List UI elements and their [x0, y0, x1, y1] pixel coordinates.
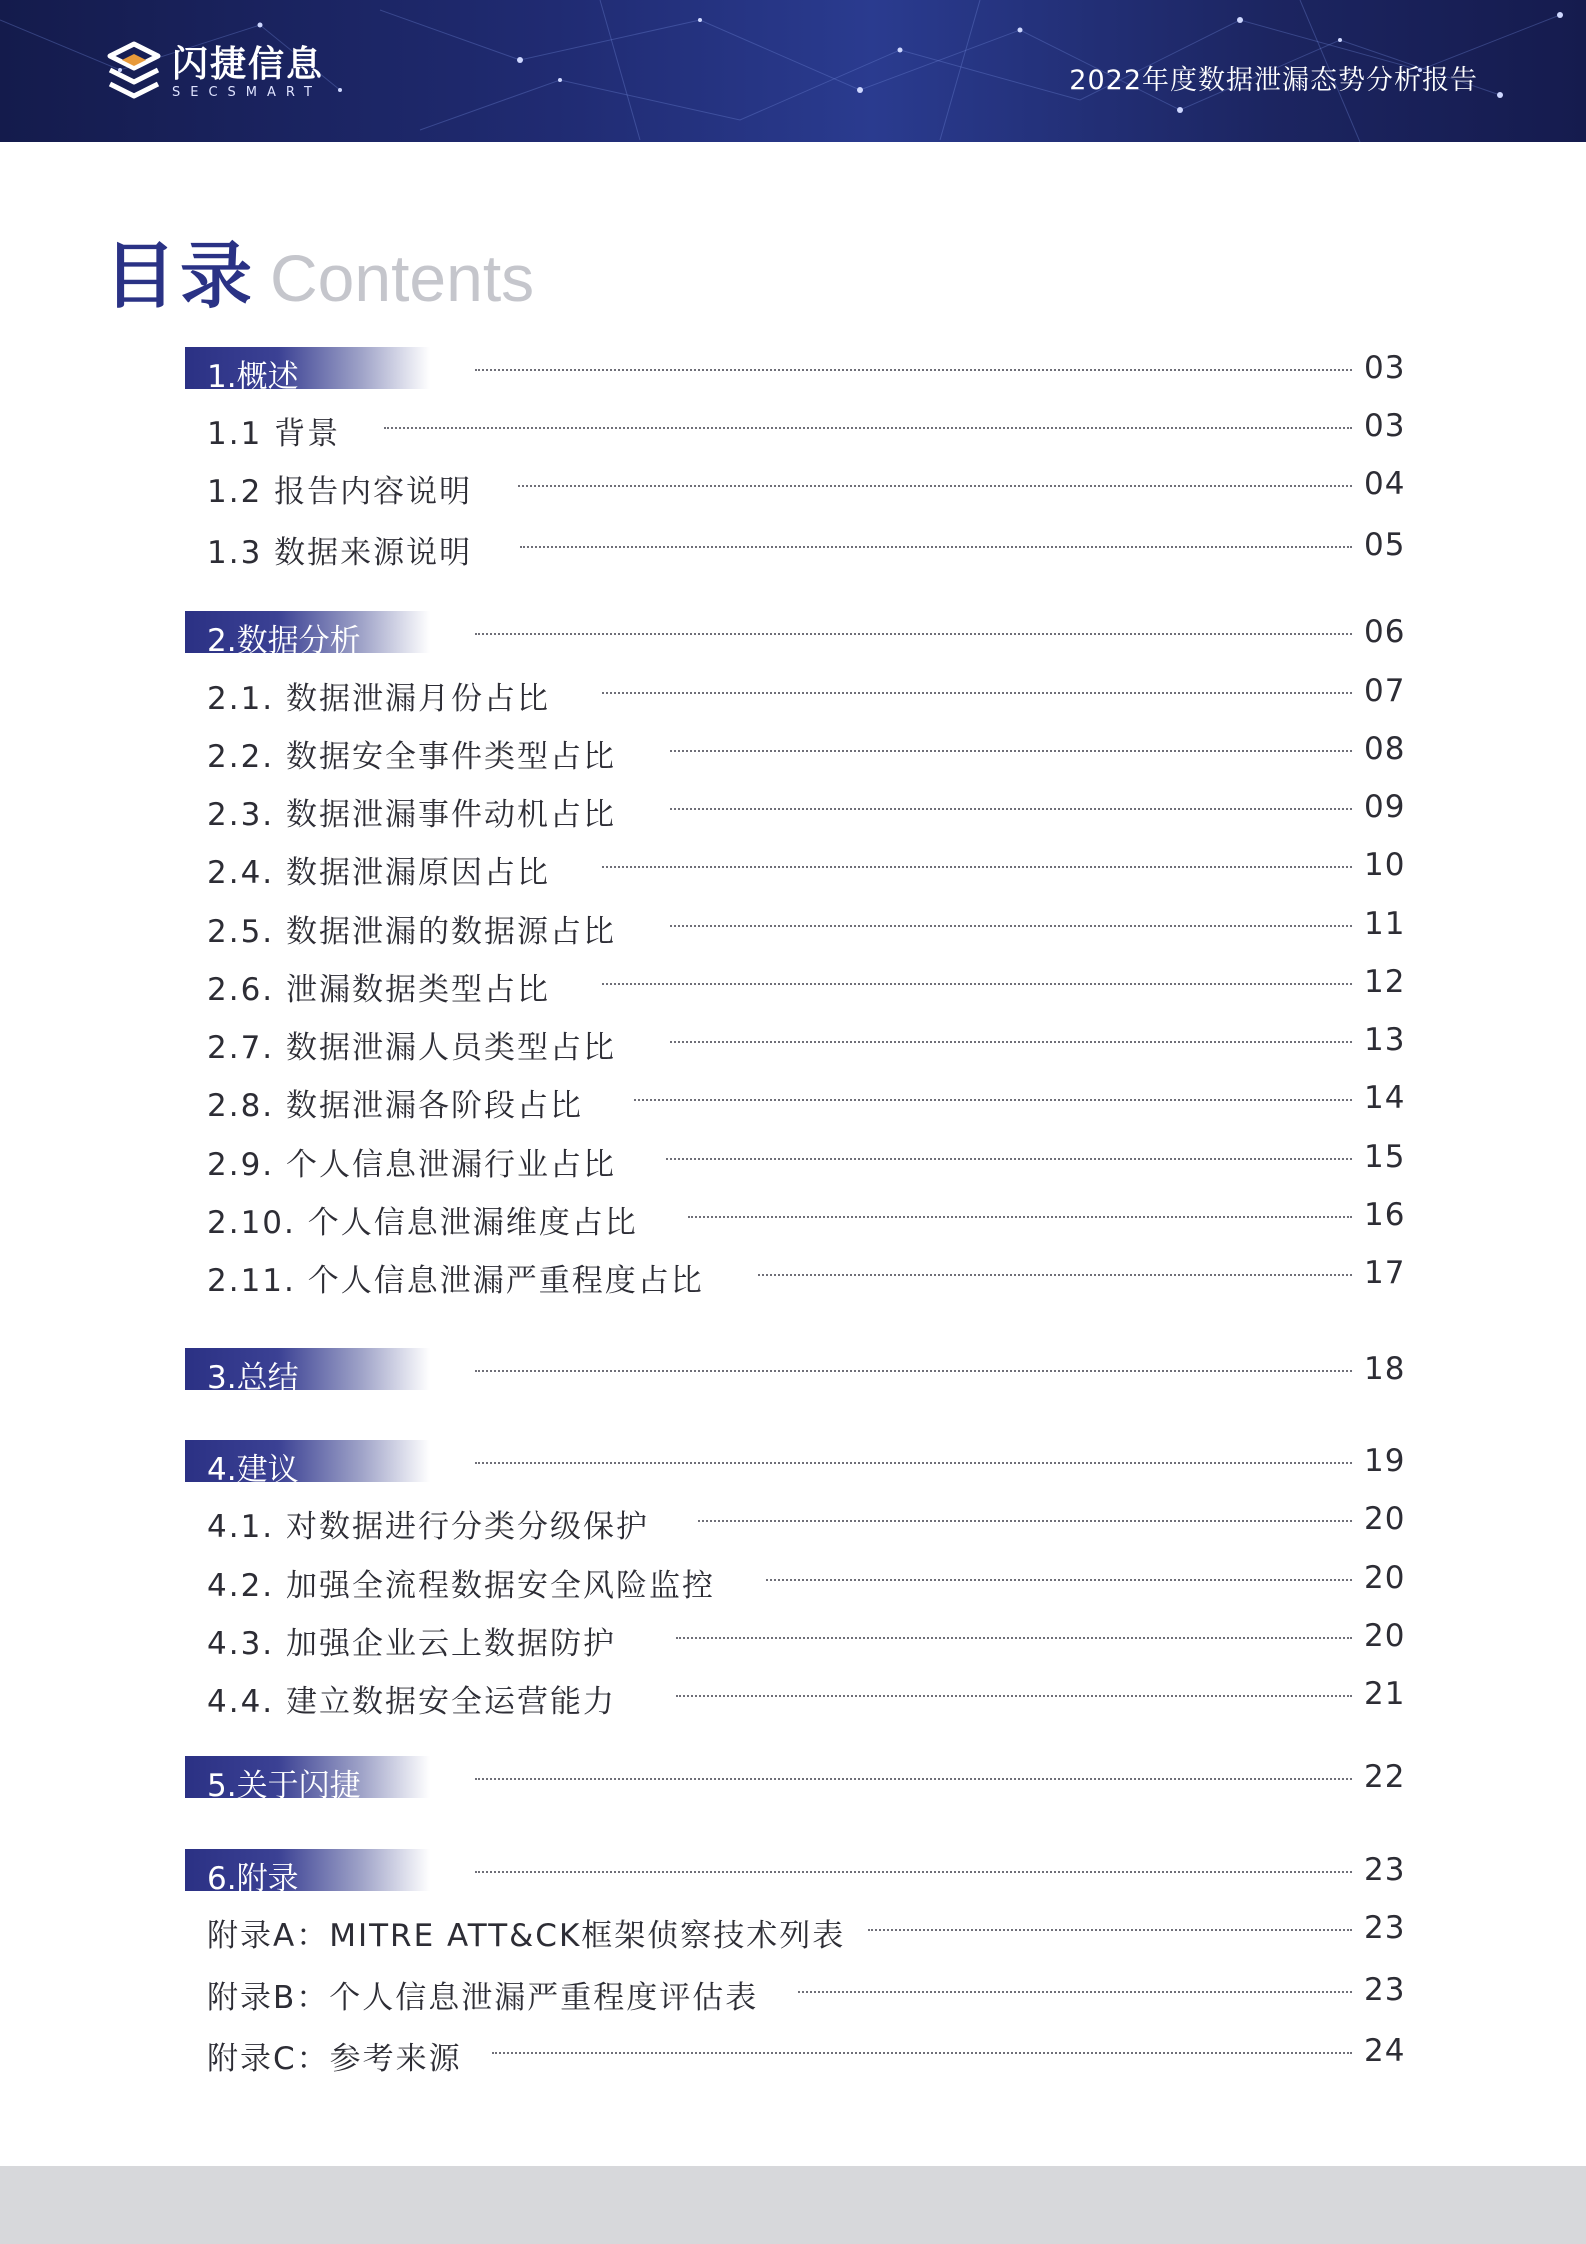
toc-page-number: 12 [1364, 964, 1406, 1000]
toc-entry-row[interactable] [0, 1554, 1586, 1604]
toc-section-chip [185, 1440, 430, 1488]
toc-entry-row[interactable] [0, 1966, 1586, 2016]
toc-section-chip [185, 1348, 430, 1396]
toc-page-number: 07 [1364, 673, 1406, 709]
toc-page-number: 23 [1364, 1972, 1406, 2008]
toc-entry-label: 4.4. 建立数据安全运营能力 [207, 1684, 617, 1720]
toc-page-number: 17 [1364, 1255, 1406, 1291]
toc-dot-leader [634, 1099, 1352, 1101]
toc-dot-leader [758, 1274, 1352, 1276]
toc-entry-row[interactable] [0, 460, 1586, 510]
toc-page-number: 19 [1364, 1443, 1406, 1479]
toc-dot-leader [688, 1216, 1352, 1218]
toc-page-number: 20 [1364, 1618, 1406, 1654]
header-banner [0, 0, 1586, 142]
toc-dot-leader [698, 1520, 1352, 1522]
toc-page-number: 10 [1364, 847, 1406, 883]
brand-name-cn: 闪捷信息 [172, 44, 325, 85]
toc-entry-label: 2.3. 数据泄漏事件动机占比 [207, 797, 617, 833]
toc-section-chip [185, 1849, 430, 1897]
toc-entry-row[interactable] [0, 1904, 1586, 1954]
toc-section-label: 4.建议 [207, 1452, 299, 1488]
toc-section-row[interactable] [0, 1345, 1586, 1395]
toc-section-row[interactable] [0, 1437, 1586, 1487]
toc-entry-row[interactable] [0, 958, 1586, 1008]
toc-entry-row[interactable] [0, 1133, 1586, 1183]
toc-section-row[interactable] [0, 1846, 1586, 1896]
toc-entry-label: 2.11. 个人信息泄漏严重程度占比 [207, 1263, 704, 1299]
toc-dot-leader [798, 1991, 1352, 1993]
toc-entry-row[interactable] [0, 1249, 1586, 1299]
toc-section-label: 3.总结 [207, 1360, 299, 1396]
toc-section-label: 6.附录 [207, 1861, 299, 1897]
toc-entry-row[interactable] [0, 1191, 1586, 1241]
toc-section-label: 2.数据分析 [207, 623, 361, 659]
toc-dot-leader [475, 1462, 1352, 1464]
toc-entry-label: 4.3. 加强企业云上数据防护 [207, 1626, 617, 1662]
toc-page-number: 23 [1364, 1910, 1406, 1946]
toc-entry-row[interactable] [0, 841, 1586, 891]
toc-section-row[interactable] [0, 608, 1586, 658]
toc-page-number: 21 [1364, 1676, 1406, 1712]
toc-entry-label: 2.7. 数据泄漏人员类型占比 [207, 1030, 617, 1066]
toc-dot-leader [492, 2052, 1352, 2054]
toc-entry-row[interactable] [0, 2027, 1586, 2077]
toc-entry-label: 2.10. 个人信息泄漏维度占比 [207, 1205, 638, 1241]
toc-entry-row[interactable] [0, 521, 1586, 571]
toc-dot-leader [868, 1929, 1352, 1931]
toc-entry-row[interactable] [0, 1495, 1586, 1545]
toc-entry-label: 2.5. 数据泄漏的数据源占比 [207, 914, 617, 950]
toc-dot-leader [670, 1041, 1352, 1043]
toc-entry-row[interactable] [0, 402, 1586, 452]
page-title [104, 218, 534, 322]
toc-page-number: 03 [1364, 408, 1406, 444]
brand-logo [104, 40, 324, 106]
toc-entry-row[interactable] [0, 783, 1586, 833]
toc-page-number: 20 [1364, 1560, 1406, 1596]
toc-section-chip [185, 347, 430, 395]
toc-dot-leader [670, 925, 1352, 927]
toc-page-number: 23 [1364, 1852, 1406, 1888]
footer-band [0, 2166, 1586, 2244]
toc-dot-leader [384, 427, 1352, 429]
toc-entry-label: 2.8. 数据泄漏各阶段占比 [207, 1088, 584, 1124]
toc-page-number: 13 [1364, 1022, 1406, 1058]
toc-dot-leader [602, 983, 1352, 985]
toc-page-number: 15 [1364, 1139, 1406, 1175]
toc-dot-leader [518, 485, 1352, 487]
toc-dot-leader [676, 1695, 1352, 1697]
toc-dot-leader [475, 633, 1352, 635]
toc-page-number: 14 [1364, 1080, 1406, 1116]
toc-entry-row[interactable] [0, 1612, 1586, 1662]
toc-entry-label: 2.4. 数据泄漏原因占比 [207, 855, 551, 891]
toc-entry-row[interactable] [0, 725, 1586, 775]
toc-entry-label: 附录C：参考来源 [207, 2041, 462, 2077]
toc-page-number: 20 [1364, 1501, 1406, 1537]
toc-dot-leader [666, 1158, 1352, 1160]
toc-page-number: 18 [1364, 1351, 1406, 1387]
toc-dot-leader [766, 1579, 1352, 1581]
toc-entry-label: 1.3 数据来源说明 [207, 535, 473, 571]
toc-entry-label: 2.1. 数据泄漏月份占比 [207, 681, 551, 717]
page-title-cn: 目录 [104, 234, 257, 318]
toc-entry-label: 4.2. 加强全流程数据安全风险监控 [207, 1568, 716, 1604]
toc-section-chip [185, 1756, 430, 1804]
report-title: 2022年度数据泄漏态势分析报告 [1069, 65, 1478, 96]
toc-dot-leader [602, 692, 1352, 694]
toc-page-number: 22 [1364, 1759, 1406, 1795]
toc-entry-row[interactable] [0, 667, 1586, 717]
toc-page-number: 04 [1364, 466, 1406, 502]
toc-entry-label: 2.6. 泄漏数据类型占比 [207, 972, 551, 1008]
toc-page-number: 03 [1364, 350, 1406, 386]
page-title-en: Contents [270, 241, 535, 315]
toc-entry-row[interactable] [0, 1016, 1586, 1066]
toc-entry-label: 2.9. 个人信息泄漏行业占比 [207, 1147, 617, 1183]
toc-page-number: 06 [1364, 614, 1406, 650]
toc-page-number: 16 [1364, 1197, 1406, 1233]
toc-section-chip [185, 611, 430, 659]
toc-entry-row[interactable] [0, 900, 1586, 950]
toc-section-row[interactable] [0, 1753, 1586, 1803]
toc-dot-leader [670, 750, 1352, 752]
toc-entry-label: 1.1 背景 [207, 416, 341, 452]
toc-entry-label: 2.2. 数据安全事件类型占比 [207, 739, 617, 775]
brand-name-en: SECSMART [172, 85, 322, 100]
toc-entry-label: 附录A：MITRE ATT&CK框架侦察技术列表 [207, 1918, 846, 1954]
toc-entry-label: 4.1. 对数据进行分类分级保护 [207, 1509, 650, 1545]
logo-cube-icon [104, 40, 164, 106]
toc-dot-leader [475, 1871, 1352, 1873]
toc-dot-leader [475, 1370, 1352, 1372]
toc-page-number: 05 [1364, 527, 1406, 563]
toc-dot-leader [520, 546, 1352, 548]
toc-page-number: 08 [1364, 731, 1406, 767]
toc-entry-label: 附录B：个人信息泄漏严重程度评估表 [207, 1980, 759, 2016]
toc-page-number: 24 [1364, 2033, 1406, 2069]
toc-page-number: 09 [1364, 789, 1406, 825]
toc-entry-row[interactable] [0, 1670, 1586, 1720]
toc-entry-row[interactable] [0, 1074, 1586, 1124]
toc-section-row[interactable] [0, 344, 1586, 394]
toc-dot-leader [602, 866, 1352, 868]
toc-page-number: 11 [1364, 906, 1406, 942]
toc-section-label: 5.关于闪捷 [207, 1768, 361, 1804]
toc-dot-leader [475, 1778, 1352, 1780]
toc-section-label: 1.概述 [207, 359, 299, 395]
toc-dot-leader [475, 369, 1352, 371]
toc-dot-leader [670, 808, 1352, 810]
toc-entry-label: 1.2 报告内容说明 [207, 474, 473, 510]
toc-dot-leader [676, 1637, 1352, 1639]
